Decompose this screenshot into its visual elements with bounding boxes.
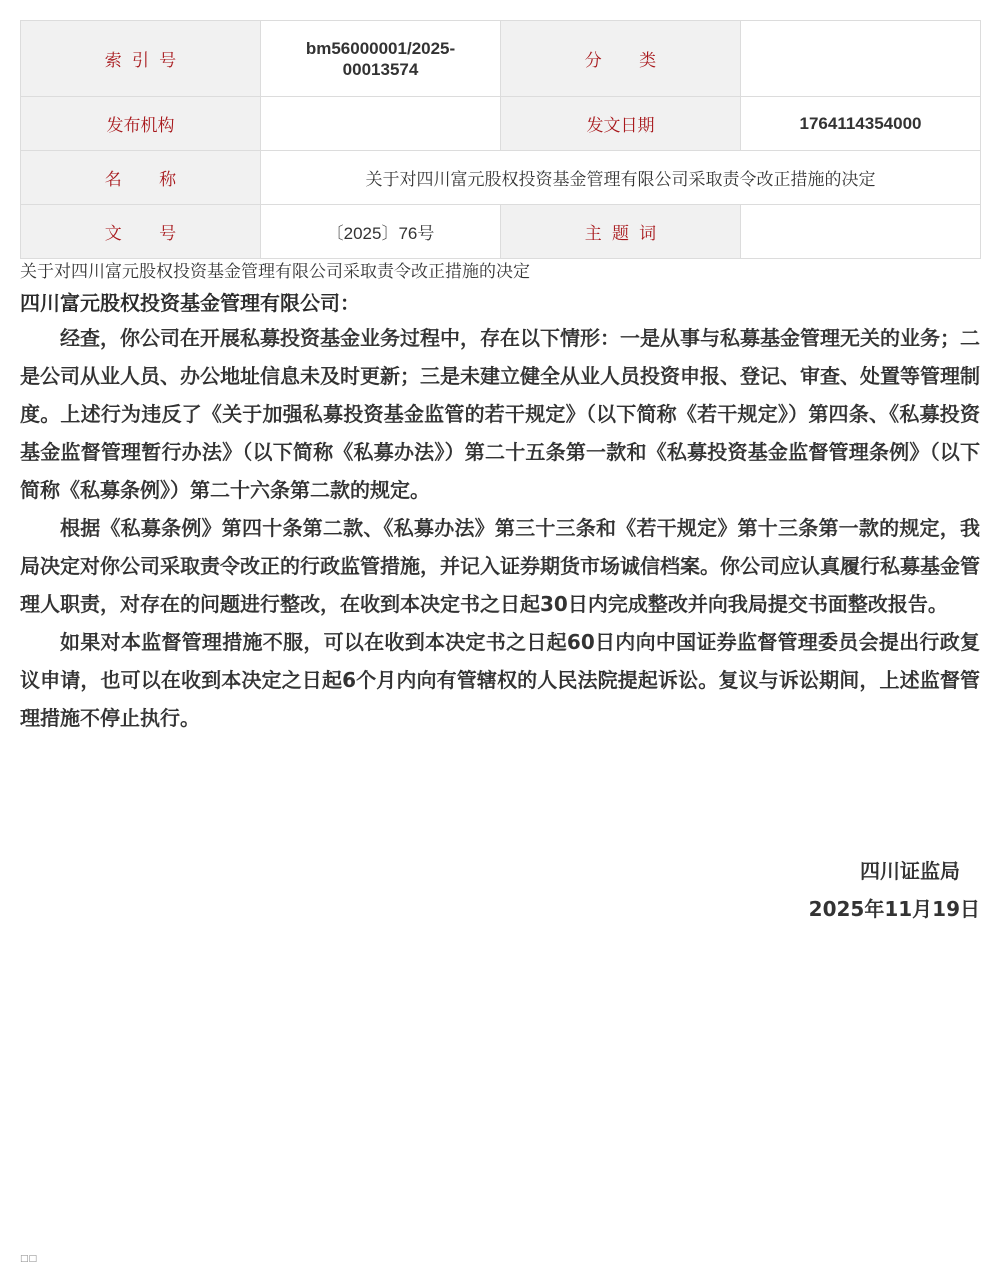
issuing-organization: 四川证监局: [860, 859, 960, 883]
metadata-row: [21, 21, 981, 97]
signature-block: [809, 852, 980, 928]
metadata-row: [21, 97, 981, 151]
issue-date-label: 发文日期: [501, 97, 741, 151]
index-number-label: 索引号: [21, 21, 261, 97]
keywords-label: 主题词: [501, 205, 741, 259]
issue-date-value: 1764114354000: [741, 97, 981, 151]
category-value: [741, 21, 981, 97]
addressee: 四川富元股权投资基金管理有限公司：: [20, 291, 360, 315]
index-number-value: bm56000001/2025-00013574: [261, 21, 501, 97]
issuing-agency-label: 发布机构: [21, 97, 261, 151]
document-name-label: 名称: [21, 151, 261, 205]
document-number-label: 文号: [21, 205, 261, 259]
metadata-row: [21, 151, 981, 205]
body-paragraph-findings: 经查，你公司在开展私募投资基金业务过程中，存在以下情形：一是从事与私募基金管理无关的业务；二是公司从业人员、办公地址信息未及时更新；三是未建立健全从业人员投资申报、登记、审查、处置等管理制度。上述行为违反了《关于加强私募投资基金监管的若干规定》（以下简称《若干规定》）第四条、《私募投资基金监督管理暂行办法》（以下简称《私募办法》）第二十五条第一款和《私募投资基金监督管理条例》（以下简称《私募条例》）第二十六条第二款的规定。: [20, 326, 980, 502]
category-label: 分类: [501, 21, 741, 97]
metadata-row: [21, 205, 981, 259]
document-title: 关于对四川富元股权投资基金管理有限公司采取责令改正措施的决定: [20, 262, 530, 282]
body-paragraph-decision: 根据《私募条例》第四十条第二款、《私募办法》第三十三条和《若干规定》第十三条第一款的规定，我局决定对你公司采取责令改正的行政监管措施，并记入证券期货市场诚信档案。你公司应认真履行私募基金管理人职责，对存在的问题进行整改，在收到本决定书之日起30日内完成整改并向我局提交书面整改报告。: [20, 516, 980, 616]
document-number-value: 〔2025〕76号: [261, 205, 501, 259]
document-name-value: 关于对四川富元股权投资基金管理有限公司采取责令改正措施的决定: [261, 151, 981, 205]
document-body: [20, 319, 980, 737]
keywords-value: [741, 205, 981, 259]
body-paragraph-appeal: 如果对本监督管理措施不服，可以在收到本决定书之日起60日内向中国证券监督管理委员会提出行政复议申请，也可以在收到本决定之日起6个月内向有管辖权的人民法院提起诉讼。复议与诉讼期间，上述监督管理措施不停止执行。: [20, 630, 980, 730]
issuing-agency-value: [261, 97, 501, 151]
signature-date: 2025年11月19日: [808, 897, 980, 921]
footer-placeholder-glyph: □□: [20, 1254, 38, 1264]
document-metadata-table: [20, 20, 981, 259]
